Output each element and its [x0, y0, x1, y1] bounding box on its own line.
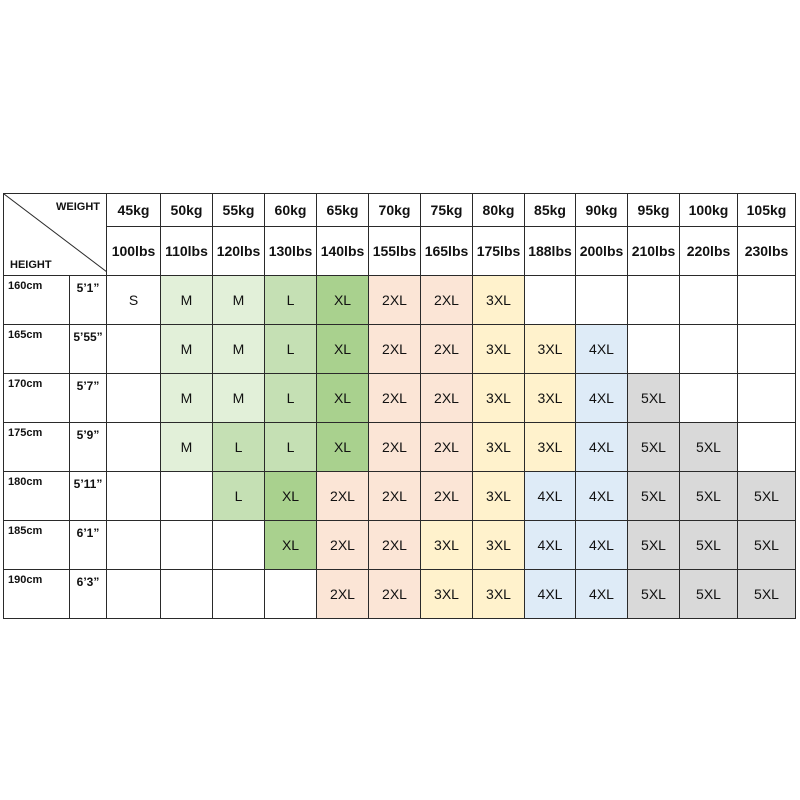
size-cell [628, 276, 680, 325]
weight-kg-header: 95kg [628, 194, 680, 227]
size-cell: 4XL [525, 521, 576, 570]
weight-lbs-header: 188lbs [525, 227, 576, 276]
size-cell [161, 521, 213, 570]
size-cell: 3XL [421, 521, 473, 570]
height-cm-cell: 190cm [4, 570, 70, 619]
size-cell: M [161, 325, 213, 374]
table-row [4, 521, 796, 570]
size-cell: 5XL [680, 472, 738, 521]
height-ft-cell: 5’11” [70, 472, 107, 521]
size-cell: 2XL [369, 374, 421, 423]
weight-kg-header: 45kg [107, 194, 161, 227]
size-cell: 5XL [738, 521, 796, 570]
size-cell: XL [317, 374, 369, 423]
weight-kg-header: 70kg [369, 194, 421, 227]
size-cell: 2XL [369, 521, 421, 570]
height-ft-cell: 6’3” [70, 570, 107, 619]
size-cell: 3XL [473, 423, 525, 472]
size-cell [628, 325, 680, 374]
size-cell: 3XL [473, 521, 525, 570]
size-cell: L [265, 423, 317, 472]
size-cell: M [161, 276, 213, 325]
size-cell: 5XL [628, 423, 680, 472]
size-cell: S [107, 276, 161, 325]
size-cell: 2XL [317, 521, 369, 570]
height-cm-cell: 170cm [4, 374, 70, 423]
size-chart-body [4, 194, 796, 619]
size-cell [680, 374, 738, 423]
table-row [4, 423, 796, 472]
size-cell: 5XL [680, 521, 738, 570]
size-cell: 3XL [473, 325, 525, 374]
size-cell: XL [265, 472, 317, 521]
size-cell: 2XL [369, 325, 421, 374]
size-cell: L [213, 423, 265, 472]
size-cell [738, 276, 796, 325]
size-cell: 2XL [421, 472, 473, 521]
size-cell: 3XL [525, 374, 576, 423]
size-cell: 4XL [525, 570, 576, 619]
table-row [4, 374, 796, 423]
size-cell: XL [317, 325, 369, 374]
weight-kg-header: 55kg [213, 194, 265, 227]
size-cell: 5XL [738, 472, 796, 521]
height-ft-cell: 6’1” [70, 521, 107, 570]
size-cell [107, 570, 161, 619]
height-cm-cell: 165cm [4, 325, 70, 374]
size-cell [107, 374, 161, 423]
height-axis-label: HEIGHT [10, 259, 52, 271]
size-cell: M [213, 374, 265, 423]
weight-kg-header: 75kg [421, 194, 473, 227]
size-cell: 5XL [680, 423, 738, 472]
size-cell [107, 325, 161, 374]
weight-kg-header: 90kg [576, 194, 628, 227]
size-cell: 2XL [421, 325, 473, 374]
size-chart-table [3, 193, 796, 619]
size-cell: 2XL [317, 570, 369, 619]
size-cell: 5XL [628, 521, 680, 570]
weight-lbs-header: 140lbs [317, 227, 369, 276]
size-cell: L [265, 325, 317, 374]
size-cell [107, 472, 161, 521]
size-cell: XL [317, 423, 369, 472]
size-cell [738, 374, 796, 423]
size-cell: 4XL [576, 521, 628, 570]
size-cell: M [213, 276, 265, 325]
size-cell: L [265, 276, 317, 325]
size-cell [738, 325, 796, 374]
height-cm-cell: 160cm [4, 276, 70, 325]
weight-kg-header: 50kg [161, 194, 213, 227]
weight-lbs-header: 165lbs [421, 227, 473, 276]
weight-lbs-header: 200lbs [576, 227, 628, 276]
size-cell: 4XL [576, 374, 628, 423]
size-cell: M [161, 374, 213, 423]
size-cell: 3XL [525, 325, 576, 374]
size-cell: 2XL [369, 570, 421, 619]
size-cell [213, 570, 265, 619]
height-cm-cell: 175cm [4, 423, 70, 472]
table-row [4, 325, 796, 374]
size-cell: 3XL [525, 423, 576, 472]
table-row [4, 472, 796, 521]
size-cell: 3XL [473, 374, 525, 423]
size-cell: 3XL [473, 276, 525, 325]
size-cell: 4XL [525, 472, 576, 521]
weight-lbs-header: 220lbs [680, 227, 738, 276]
size-cell [680, 325, 738, 374]
height-ft-cell: 5’55” [70, 325, 107, 374]
table-row [4, 570, 796, 619]
size-cell: M [213, 325, 265, 374]
size-cell: M [161, 423, 213, 472]
size-cell: 5XL [628, 472, 680, 521]
size-cell: XL [265, 521, 317, 570]
weight-lbs-header: 130lbs [265, 227, 317, 276]
table-row [4, 276, 796, 325]
size-cell [576, 276, 628, 325]
weight-lbs-row [4, 227, 796, 276]
weight-lbs-header: 120lbs [213, 227, 265, 276]
size-cell [525, 276, 576, 325]
weight-lbs-header: 100lbs [107, 227, 161, 276]
size-cell [107, 521, 161, 570]
size-cell: 3XL [421, 570, 473, 619]
size-cell [161, 570, 213, 619]
size-cell: 3XL [473, 472, 525, 521]
height-ft-cell: 5’9” [70, 423, 107, 472]
size-cell: L [213, 472, 265, 521]
height-ft-cell: 5’7” [70, 374, 107, 423]
size-cell: 2XL [421, 374, 473, 423]
size-cell: 2XL [369, 276, 421, 325]
size-cell: 4XL [576, 423, 628, 472]
weight-kg-header: 100kg [680, 194, 738, 227]
size-cell: 4XL [576, 570, 628, 619]
height-cm-cell: 180cm [4, 472, 70, 521]
height-ft-cell: 5’1” [70, 276, 107, 325]
size-cell: XL [317, 276, 369, 325]
size-cell: 2XL [421, 423, 473, 472]
size-cell: 4XL [576, 325, 628, 374]
weight-kg-header: 80kg [473, 194, 525, 227]
weight-lbs-header: 110lbs [161, 227, 213, 276]
size-cell [107, 423, 161, 472]
size-cell: 5XL [738, 570, 796, 619]
size-cell: 5XL [628, 570, 680, 619]
corner-header-cell [4, 194, 107, 276]
size-cell: 2XL [369, 423, 421, 472]
weight-axis-label: WEIGHT [56, 201, 100, 213]
size-cell [680, 276, 738, 325]
size-cell [161, 472, 213, 521]
size-cell [265, 570, 317, 619]
size-cell: 2XL [421, 276, 473, 325]
height-cm-cell: 185cm [4, 521, 70, 570]
size-cell: L [265, 374, 317, 423]
size-cell [738, 423, 796, 472]
size-cell: 2XL [369, 472, 421, 521]
size-cell: 4XL [576, 472, 628, 521]
weight-lbs-header: 230lbs [738, 227, 796, 276]
weight-kg-header: 105kg [738, 194, 796, 227]
weight-kg-header: 60kg [265, 194, 317, 227]
weight-kg-header: 85kg [525, 194, 576, 227]
size-cell: 5XL [680, 570, 738, 619]
weight-kg-header: 65kg [317, 194, 369, 227]
weight-lbs-header: 155lbs [369, 227, 421, 276]
weight-lbs-header: 210lbs [628, 227, 680, 276]
size-cell [213, 521, 265, 570]
size-cell: 5XL [628, 374, 680, 423]
weight-kg-row [4, 194, 796, 227]
size-cell: 2XL [317, 472, 369, 521]
size-cell: 3XL [473, 570, 525, 619]
weight-lbs-header: 175lbs [473, 227, 525, 276]
